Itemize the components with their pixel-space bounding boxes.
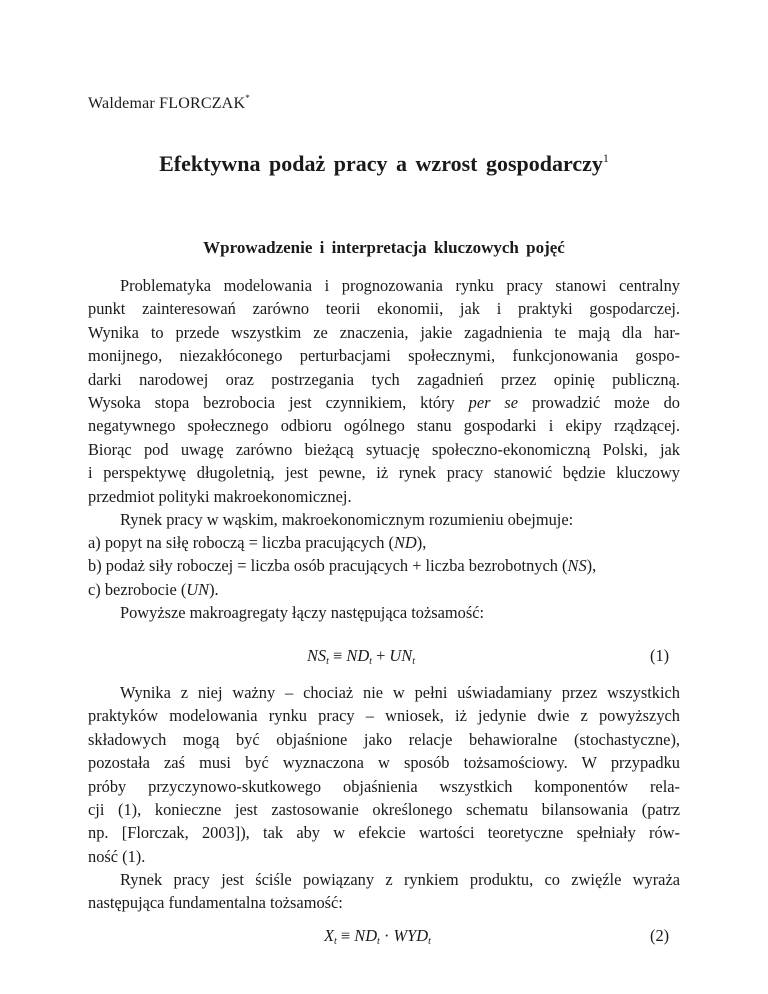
paper-title [0,151,768,177]
equation-2-number: (2) [650,926,670,945]
text-line: monijnego, niezakłóconego perturbacjami społecznymi, funkcjonowania gospo- [88,346,680,366]
text-line: próby przyczynowo-skutkowego objaśnienia wszystkich komponentów rela- [88,776,680,796]
author-name: Waldemar FLORCZAK [88,95,246,112]
text-line: darki narodowej oraz postrzegania tych zagadnień przez opinię publiczną. [88,369,680,389]
text-line: następująca fundamentalna tożsamość: [88,893,343,913]
list-item: a) popyt na siłę roboczą = liczba pracujących (ND), [88,533,427,552]
text-line: przedmiot polityki makroekonomicznej. [88,486,352,506]
text-line: Biorąc pod uwagę zarówno bieżącą sytuację społeczno-ekonomiczną Polski, jak [88,439,680,459]
text-line: Powyższe makroagregaty łączy następująca tożsamość: [120,603,485,622]
author-line [88,93,250,113]
paragraph-product-market [88,868,680,915]
paragraph-definition [88,508,680,531]
text-line: Wynika z niej ważny – chociaż nie w pełni uświadamiany przez wszystkich [120,683,680,702]
text-line: cji (1), konieczne jest zastosowanie określonego schematu bilansowania (patrz [88,800,680,820]
paragraph-identity-intro [88,601,680,624]
equation-1: $NS_t \equiv ND_t + UN_t$ [307,646,415,667]
text-line: punkt zainteresowań zarówno teorii ekonomii, jak i praktyki gospodarczej. [88,299,680,319]
text-line: Wysoka stopa bezrobocia jest czynnikiem, który per se prowadzić może do [88,393,680,413]
equation-1-number: (1) [650,646,670,665]
text-line: Rynek pracy jest ściśle powiązany z rynkiem produktu, co zwięźle wyraża [120,870,680,889]
definition-list [88,531,688,601]
section-heading: Wprowadzenie i interpretacja kluczowych pojęć [203,238,565,257]
equation-2: $X_t \equiv ND_t \cdot WYD_t$ [324,926,431,947]
text-line: negatywnego społecznego odbioru ogólnego stanu gospodarki i ekipy rządzącej. [88,416,680,436]
text-line: składowych mogą być objaśnione jako relacje behawioralne (stochastyczne), [88,729,680,749]
text-line: Problematyka modelowania i prognozowania rynku pracy stanowi centralny [120,276,680,295]
text-line: np. [Florczak, 2003]), tak aby w efekcie wartości teoretyczne spełniały rów- [88,823,680,843]
text-line: Rynek pracy w wąskim, makroekonomicznym rozumieniu obejmuje: [120,510,574,529]
list-item: c) bezrobocie (UN). [88,579,219,599]
title-footnote-mark: 1 [602,151,609,165]
latin-phrase: per se [468,393,519,413]
paragraph-intro [88,274,680,508]
text-line: Wynika to przede wszystkim ze znaczenia, jakie zagadnienia te mają dla har- [88,322,680,342]
text-line: i perspektywę długoletnią, jest pewne, iż rynek pracy stanowić będzie kluczowy [88,463,680,483]
paragraph-conclusion [88,681,680,868]
text-line: ność (1). [88,846,146,866]
list-item: b) podaż siły roboczej = liczba osób pracujących + liczba bezrobotnych (NS), [88,556,597,576]
author-footnote-mark: * [245,93,250,103]
paper-title-text: Efektywna podaż pracy a wzrost gospodarczy [159,151,603,176]
text-line: pozostała zaś musi być wyznaczona w sposób tożsamościowy. W przypadku [88,753,680,773]
text-line: praktyków modelowania rynku pracy – wniosek, iż jedynie dwie z powyższych [88,706,680,726]
